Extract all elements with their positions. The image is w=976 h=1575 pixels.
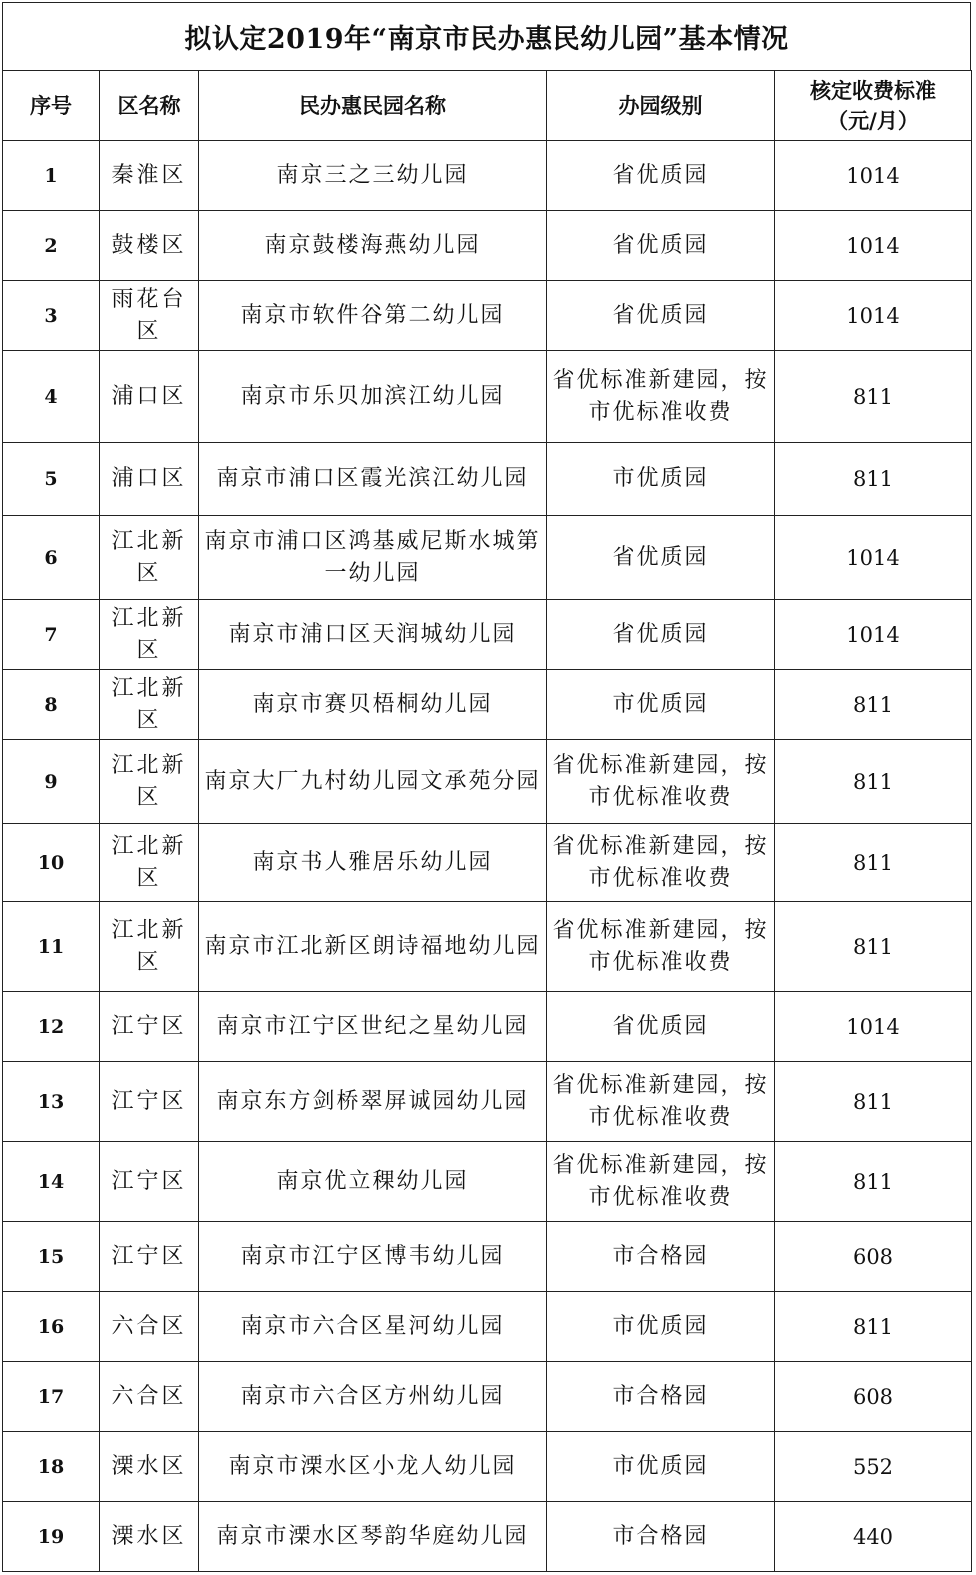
cell-name: 南京市六合区方州幼儿园 bbox=[199, 1362, 547, 1432]
table-row bbox=[3, 1222, 972, 1292]
cell-name: 南京大厂九村幼儿园文承苑分园 bbox=[199, 740, 547, 824]
cell-district: 浦口区 bbox=[100, 351, 199, 443]
cell-no: 15 bbox=[3, 1222, 100, 1292]
cell-district: 溧水区 bbox=[100, 1432, 199, 1502]
cell-district: 六合区 bbox=[100, 1292, 199, 1362]
cell-level: 省优标准新建园，按市优标准收费 bbox=[547, 351, 775, 443]
cell-name: 南京市六合区星河幼儿园 bbox=[199, 1292, 547, 1362]
cell-level: 省优质园 bbox=[547, 516, 775, 600]
cell-fee: 608 bbox=[775, 1222, 972, 1292]
cell-name: 南京书人雅居乐幼儿园 bbox=[199, 824, 547, 902]
cell-district: 雨花台区 bbox=[100, 281, 199, 351]
cell-name: 南京市江宁区博韦幼儿园 bbox=[199, 1222, 547, 1292]
cell-district: 溧水区 bbox=[100, 1502, 199, 1572]
cell-no: 12 bbox=[3, 992, 100, 1062]
cell-fee: 811 bbox=[775, 1142, 972, 1222]
table-row bbox=[3, 1502, 972, 1572]
header-name: 民办惠民园名称 bbox=[199, 71, 547, 141]
cell-level: 省优标准新建园，按市优标准收费 bbox=[547, 1142, 775, 1222]
cell-fee: 811 bbox=[775, 824, 972, 902]
header-fee-line2: （元/月） bbox=[827, 107, 919, 133]
cell-no: 4 bbox=[3, 351, 100, 443]
cell-fee: 440 bbox=[775, 1502, 972, 1572]
cell-name: 南京市江宁区世纪之星幼儿园 bbox=[199, 992, 547, 1062]
table-row bbox=[3, 443, 972, 516]
table-row bbox=[3, 740, 972, 824]
cell-no: 9 bbox=[3, 740, 100, 824]
cell-no: 17 bbox=[3, 1362, 100, 1432]
cell-level: 市合格园 bbox=[547, 1362, 775, 1432]
cell-name: 南京三之三幼儿园 bbox=[199, 141, 547, 211]
cell-fee: 811 bbox=[775, 902, 972, 992]
cell-name: 南京市乐贝加滨江幼儿园 bbox=[199, 351, 547, 443]
table-row bbox=[3, 1362, 972, 1432]
cell-district: 江北新区 bbox=[100, 902, 199, 992]
table-row bbox=[3, 1432, 972, 1502]
cell-no: 6 bbox=[3, 516, 100, 600]
cell-name: 南京市溧水区琴韵华庭幼儿园 bbox=[199, 1502, 547, 1572]
cell-level: 市优质园 bbox=[547, 443, 775, 516]
cell-district: 鼓楼区 bbox=[100, 211, 199, 281]
table-body bbox=[3, 141, 972, 1572]
cell-no: 1 bbox=[3, 141, 100, 211]
cell-no: 3 bbox=[3, 281, 100, 351]
cell-fee: 1014 bbox=[775, 600, 972, 670]
cell-level: 省优标准新建园，按市优标准收费 bbox=[547, 740, 775, 824]
cell-fee: 1014 bbox=[775, 141, 972, 211]
cell-no: 14 bbox=[3, 1142, 100, 1222]
cell-fee: 811 bbox=[775, 443, 972, 516]
header-district: 区名称 bbox=[100, 71, 199, 141]
cell-name: 南京市溧水区小龙人幼儿园 bbox=[199, 1432, 547, 1502]
table-row bbox=[3, 902, 972, 992]
cell-district: 秦淮区 bbox=[100, 141, 199, 211]
header-level: 办园级别 bbox=[547, 71, 775, 141]
cell-no: 7 bbox=[3, 600, 100, 670]
cell-level: 省优质园 bbox=[547, 141, 775, 211]
cell-no: 11 bbox=[3, 902, 100, 992]
cell-level: 省优质园 bbox=[547, 211, 775, 281]
cell-no: 19 bbox=[3, 1502, 100, 1572]
cell-fee: 811 bbox=[775, 1292, 972, 1362]
cell-no: 10 bbox=[3, 824, 100, 902]
table-row bbox=[3, 351, 972, 443]
cell-district: 江北新区 bbox=[100, 600, 199, 670]
cell-fee: 1014 bbox=[775, 281, 972, 351]
cell-district: 江北新区 bbox=[100, 740, 199, 824]
cell-no: 16 bbox=[3, 1292, 100, 1362]
cell-level: 省优质园 bbox=[547, 992, 775, 1062]
cell-fee: 552 bbox=[775, 1432, 972, 1502]
cell-level: 省优标准新建园，按市优标准收费 bbox=[547, 902, 775, 992]
table-row bbox=[3, 1062, 972, 1142]
cell-no: 18 bbox=[3, 1432, 100, 1502]
cell-level: 省优标准新建园，按市优标准收费 bbox=[547, 824, 775, 902]
cell-level: 市优质园 bbox=[547, 1432, 775, 1502]
kindergarten-table bbox=[2, 70, 972, 1572]
cell-district: 江宁区 bbox=[100, 1222, 199, 1292]
cell-level: 市优质园 bbox=[547, 1292, 775, 1362]
cell-name: 南京市江北新区朗诗福地幼儿园 bbox=[199, 902, 547, 992]
cell-district: 江北新区 bbox=[100, 516, 199, 600]
cell-level: 省优标准新建园，按市优标准收费 bbox=[547, 1062, 775, 1142]
cell-no: 2 bbox=[3, 211, 100, 281]
table-row bbox=[3, 1142, 972, 1222]
cell-district: 江北新区 bbox=[100, 670, 199, 740]
cell-name: 南京优立稞幼儿园 bbox=[199, 1142, 547, 1222]
cell-fee: 811 bbox=[775, 670, 972, 740]
table-row bbox=[3, 141, 972, 211]
cell-name: 南京市软件谷第二幼儿园 bbox=[199, 281, 547, 351]
cell-district: 江北新区 bbox=[100, 824, 199, 902]
cell-district: 江宁区 bbox=[100, 1142, 199, 1222]
header-no: 序号 bbox=[3, 71, 100, 141]
table-row bbox=[3, 1292, 972, 1362]
header-fee-line1: 核定收费标准 bbox=[810, 77, 936, 103]
cell-fee: 811 bbox=[775, 1062, 972, 1142]
cell-name: 南京东方剑桥翠屏诚园幼儿园 bbox=[199, 1062, 547, 1142]
cell-fee: 811 bbox=[775, 740, 972, 824]
cell-level: 省优质园 bbox=[547, 600, 775, 670]
header-fee bbox=[775, 71, 972, 141]
cell-name: 南京鼓楼海燕幼儿园 bbox=[199, 211, 547, 281]
cell-district: 浦口区 bbox=[100, 443, 199, 516]
table-row bbox=[3, 824, 972, 902]
cell-district: 六合区 bbox=[100, 1362, 199, 1432]
document-title: 拟认定2019年“南京市民办惠民幼儿园”基本情况 bbox=[2, 2, 971, 70]
cell-no: 13 bbox=[3, 1062, 100, 1142]
table-row bbox=[3, 281, 972, 351]
cell-no: 8 bbox=[3, 670, 100, 740]
cell-fee: 608 bbox=[775, 1362, 972, 1432]
cell-name: 南京市浦口区天润城幼儿园 bbox=[199, 600, 547, 670]
cell-no: 5 bbox=[3, 443, 100, 516]
cell-level: 市合格园 bbox=[547, 1222, 775, 1292]
cell-fee: 1014 bbox=[775, 516, 972, 600]
cell-fee: 811 bbox=[775, 351, 972, 443]
table-row bbox=[3, 670, 972, 740]
cell-fee: 1014 bbox=[775, 211, 972, 281]
cell-level: 市合格园 bbox=[547, 1502, 775, 1572]
table-row bbox=[3, 516, 972, 600]
cell-district: 江宁区 bbox=[100, 1062, 199, 1142]
cell-name: 南京市浦口区霞光滨江幼儿园 bbox=[199, 443, 547, 516]
cell-name: 南京市赛贝梧桐幼儿园 bbox=[199, 670, 547, 740]
cell-level: 省优质园 bbox=[547, 281, 775, 351]
table-row bbox=[3, 211, 972, 281]
table-row bbox=[3, 992, 972, 1062]
cell-district: 江宁区 bbox=[100, 992, 199, 1062]
cell-level: 市优质园 bbox=[547, 670, 775, 740]
table-row bbox=[3, 600, 972, 670]
table-header-row bbox=[3, 71, 972, 141]
cell-name: 南京市浦口区鸿基威尼斯水城第一幼儿园 bbox=[199, 516, 547, 600]
cell-fee: 1014 bbox=[775, 992, 972, 1062]
